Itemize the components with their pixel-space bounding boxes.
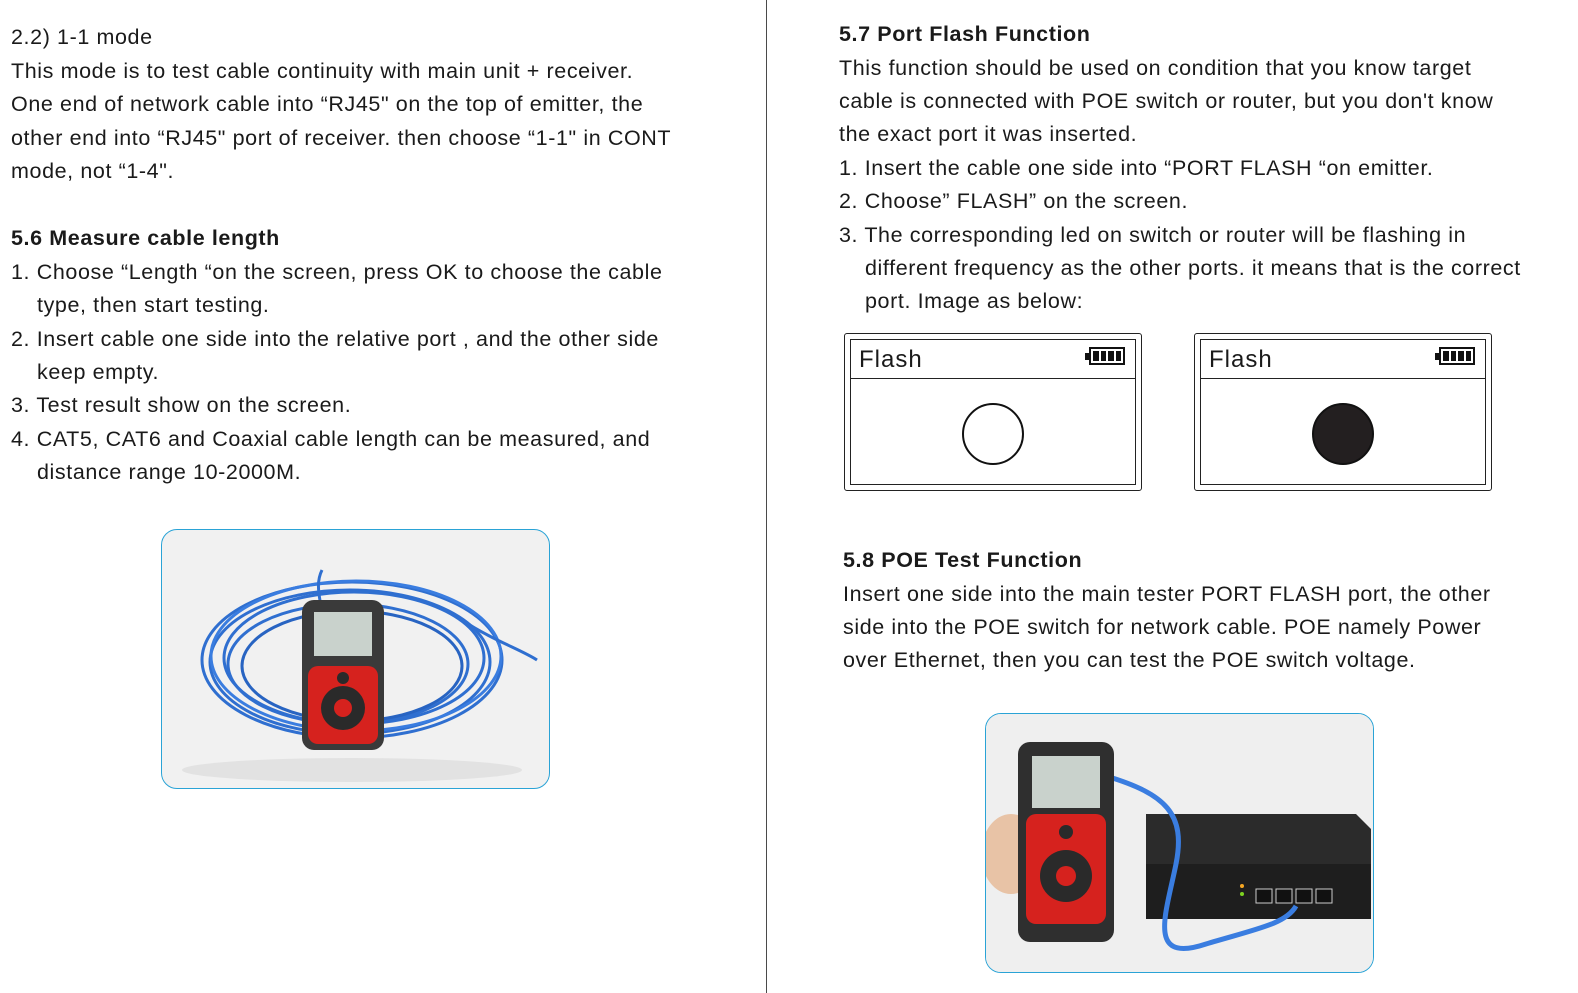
flash-screen-off	[844, 333, 1142, 491]
flash-line: the exact port it was inserted.	[839, 122, 1138, 146]
mode-title: 2.2) 1-1 mode	[11, 25, 153, 49]
screen-label: Flash	[1209, 346, 1273, 373]
flash-line: This function should be used on condition that you know target	[839, 56, 1472, 80]
battery-icon	[1439, 347, 1475, 365]
column-divider	[766, 0, 767, 993]
mode-line: One end of network cable into “RJ45" on the top of emitter, the	[11, 92, 644, 116]
measure-item: 4. CAT5, CAT6 and Coaxial cable length can be measured, and	[11, 427, 651, 451]
led-on-icon	[1312, 403, 1374, 465]
mode-line: other end into “RJ45" port of receiver. then choose “1-1" in CONT	[11, 126, 672, 150]
measure-item-cont: keep empty.	[37, 360, 160, 384]
measure-item-cont: distance range 10-2000M.	[37, 460, 302, 484]
flash-step: 2. Choose” FLASH” on the screen.	[839, 189, 1189, 213]
screen-label: Flash	[859, 346, 923, 373]
flash-heading: 5.7 Port Flash Function	[839, 22, 1091, 46]
mode-line: This mode is to test cable continuity with main unit + receiver.	[11, 59, 634, 83]
flash-screen-on	[1194, 333, 1492, 491]
measure-heading: 5.6 Measure cable length	[11, 226, 280, 250]
poe-line: Insert one side into the main tester PORT FLASH port, the other	[843, 582, 1491, 606]
measure-item: 3. Test result show on the screen.	[11, 393, 352, 417]
flash-line: cable is connected with POE switch or router, but you don't know	[839, 89, 1494, 113]
flash-step-cont: different frequency as the other ports. it means that is the correct	[865, 256, 1521, 280]
mode-line: mode, not “1-4".	[11, 159, 175, 183]
poe-heading: 5.8 POE Test Function	[843, 548, 1083, 572]
measure-item: 2. Insert cable one side into the relative port , and the other side	[11, 327, 659, 351]
measure-item-cont: type, then start testing.	[37, 293, 270, 317]
cable-coil-photo	[161, 529, 550, 789]
poe-line: over Ethernet, then you can test the POE switch voltage.	[843, 648, 1416, 672]
battery-icon	[1089, 347, 1125, 365]
flash-step: 1. Insert the cable one side into “PORT FLASH “on emitter.	[839, 156, 1434, 180]
flash-step: 3. The corresponding led on switch or router will be flashing in	[839, 223, 1467, 247]
led-off-icon	[962, 403, 1024, 465]
flash-step-cont: port. Image as below:	[865, 289, 1084, 313]
poe-line: side into the POE switch for network cable. POE namely Power	[843, 615, 1482, 639]
poe-switch-photo	[985, 713, 1374, 973]
measure-item: 1. Choose “Length “on the screen, press OK to choose the cable	[11, 260, 663, 284]
